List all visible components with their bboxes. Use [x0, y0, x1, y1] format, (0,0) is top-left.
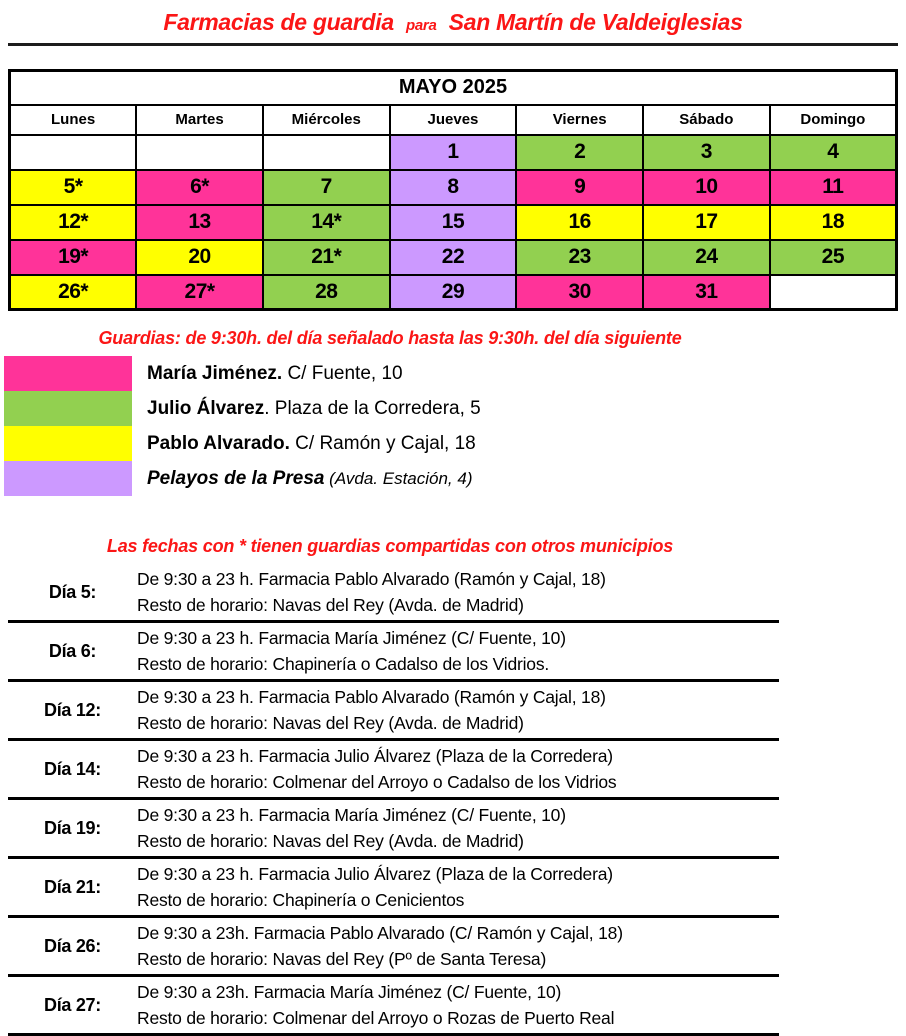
dayname-martes: Martes: [136, 105, 263, 135]
legend-row-julio: [4, 391, 906, 426]
schedule-day-label: Día 26:: [44, 935, 101, 956]
legend-label: [147, 363, 403, 385]
schedule-resto-line: Resto de horario: Colmenar del Arroyo o Rozas de Puerto Real: [137, 1008, 615, 1028]
title-divider: [8, 43, 898, 46]
day-cell-26: 26*: [10, 275, 137, 310]
guardias-hours-note: Guardias: de 9:30h. del día señalado hasta las 9:30h. del día siguiente: [98, 328, 682, 348]
schedule-daytime-line: De 9:30 a 23 h. Farmacia Pablo Alvarado (Ramón y Cajal, 18): [137, 687, 606, 707]
page-title-place: San Martín de Valdeiglesias: [448, 9, 743, 35]
color-swatch-green: [4, 391, 132, 426]
schedule-resto-line: Resto de horario: Navas del Rey (Avda. de Madrid): [137, 595, 524, 615]
pharmacy-address: . Plaza de la Corredera, 5: [264, 397, 481, 419]
day-cell-30: 30: [516, 275, 643, 310]
dayname-domingo: Domingo: [770, 105, 897, 135]
legend-row-pelayos: [4, 461, 906, 496]
pharmacy-name: Julio Álvarez: [147, 397, 265, 419]
day-cell-1: 1: [390, 135, 517, 170]
shared-guard-schedule: [8, 564, 779, 1036]
color-swatch-yellow: [4, 426, 132, 461]
schedule-resto-line: Resto de horario: Colmenar del Arroyo o Cadalso de los Vidrios: [137, 772, 617, 792]
calendar-week-row: [10, 275, 897, 310]
legend-label: [147, 398, 481, 420]
schedule-details: [137, 684, 779, 736]
schedule-daytime-line: De 9:30 a 23 h. Farmacia Julio Álvarez (Plaza de la Corredera): [137, 746, 613, 766]
color-swatch-purple: [4, 461, 132, 496]
day-cell-24: 24: [643, 240, 770, 275]
day-cell-9: 9: [516, 170, 643, 205]
pharmacy-address: C/ Ramón y Cajal, 18: [289, 432, 476, 454]
schedule-block-dia-27: [8, 977, 779, 1036]
schedule-block-dia-19: [8, 800, 779, 859]
pharmacy-address: (Avda. Estación, 4): [324, 468, 473, 488]
day-cell-17: 17: [643, 205, 770, 240]
schedule-details: [137, 861, 779, 913]
schedule-daytime-line: De 9:30 a 23h. Farmacia Pablo Alvarado (C/ Ramón y Cajal, 18): [137, 923, 623, 943]
schedule-daytime-line: De 9:30 a 23 h. Farmacia María Jiménez (C/ Fuente, 10): [137, 805, 566, 825]
day-cell-29: 29: [390, 275, 517, 310]
day-cell-12: 12*: [10, 205, 137, 240]
schedule-block-dia-14: [8, 741, 779, 800]
day-cell-8: 8: [390, 170, 517, 205]
day-cell-empty: [136, 135, 263, 170]
day-cell-10: 10: [643, 170, 770, 205]
schedule-daytime-line: De 9:30 a 23 h. Farmacia Julio Álvarez (Plaza de la Corredera): [137, 864, 613, 884]
schedule-day-label: Día 12:: [44, 699, 101, 720]
schedule-details: [137, 979, 779, 1031]
legend-label: [147, 433, 476, 455]
schedule-day-label: Día 6:: [48, 640, 97, 661]
day-cell-7: 7: [263, 170, 390, 205]
calendar-week-row: [10, 205, 897, 240]
day-cell-empty: [263, 135, 390, 170]
schedule-block-dia-5: [8, 564, 779, 623]
calendar-week-row: [10, 240, 897, 275]
calendar-month-title: MAYO 2025: [10, 71, 897, 105]
page-title-connector: para: [406, 17, 437, 34]
dayname-miercoles: Miércoles: [263, 105, 390, 135]
schedule-day-label: Día 19:: [44, 817, 101, 838]
schedule-day-label: Día 14:: [44, 758, 101, 779]
day-cell-3: 3: [643, 135, 770, 170]
pharmacy-name: Pelayos de la Presa: [147, 467, 325, 489]
schedule-block-dia-26: [8, 918, 779, 977]
day-cell-5: 5*: [10, 170, 137, 205]
schedule-details: [137, 920, 779, 972]
schedule-resto-line: Resto de horario: Chapinería o Cenicientos: [137, 890, 465, 910]
day-cell-19: 19*: [10, 240, 137, 275]
dayname-lunes: Lunes: [10, 105, 137, 135]
guard-calendar-table: [8, 69, 898, 311]
calendar-dayname-row: [10, 105, 897, 135]
day-cell-6: 6*: [136, 170, 263, 205]
schedule-daytime-line: De 9:30 a 23 h. Farmacia Pablo Alvarado (Ramón y Cajal, 18): [137, 569, 606, 589]
day-cell-23: 23: [516, 240, 643, 275]
schedule-details: [137, 566, 779, 618]
day-cell-20: 20: [136, 240, 263, 275]
color-swatch-pink: [4, 356, 132, 391]
legend-label: [147, 468, 473, 490]
pharmacy-address: C/ Fuente, 10: [282, 362, 403, 384]
day-cell-14: 14*: [263, 205, 390, 240]
legend-row-pablo: [4, 426, 906, 461]
day-cell-22: 22: [390, 240, 517, 275]
schedule-daytime-line: De 9:30 a 23 h. Farmacia María Jiménez (C/ Fuente, 10): [137, 628, 566, 648]
day-cell-15: 15: [390, 205, 517, 240]
schedule-details: [137, 743, 779, 795]
day-cell-empty: [10, 135, 137, 170]
schedule-day-label: Día 21:: [44, 876, 101, 897]
day-cell-28: 28: [263, 275, 390, 310]
schedule-block-dia-12: [8, 682, 779, 741]
schedule-details: [137, 802, 779, 854]
schedule-block-dia-6: [8, 623, 779, 682]
day-cell-13: 13: [136, 205, 263, 240]
dayname-jueves: Jueves: [390, 105, 517, 135]
day-cell-empty: [770, 275, 897, 310]
schedule-details: [137, 625, 779, 677]
calendar-week-row: [10, 170, 897, 205]
day-cell-27: 27*: [136, 275, 263, 310]
day-cell-16: 16: [516, 205, 643, 240]
calendar-week-row: [10, 135, 897, 170]
day-cell-18: 18: [770, 205, 897, 240]
schedule-day-label: Día 5:: [48, 581, 97, 602]
schedule-resto-line: Resto de horario: Chapinería o Cadalso de los Vidrios.: [137, 654, 550, 674]
schedule-resto-line: Resto de horario: Navas del Rey (Avda. de Madrid): [137, 713, 524, 733]
schedule-daytime-line: De 9:30 a 23h. Farmacia María Jiménez (C/ Fuente, 10): [137, 982, 562, 1002]
schedule-resto-line: Resto de horario: Navas del Rey (Pº de Santa Teresa): [137, 949, 547, 969]
pharmacy-name: Pablo Alvarado.: [147, 432, 290, 454]
legend-row-maria: [4, 356, 906, 391]
dayname-sabado: Sábado: [643, 105, 770, 135]
schedule-block-dia-21: [8, 859, 779, 918]
page-title-main: Farmacias de guardia: [163, 9, 394, 35]
dayname-viernes: Viernes: [516, 105, 643, 135]
day-cell-4: 4: [770, 135, 897, 170]
page-title: [0, 9, 906, 36]
pharmacy-color-legend: [4, 356, 906, 496]
calendar-title-row: [10, 71, 897, 105]
shared-guards-note: Las fechas con * tienen guardias compartidas con otros municipios: [106, 536, 674, 556]
day-cell-31: 31: [643, 275, 770, 310]
pharmacy-name: María Jiménez.: [147, 362, 283, 384]
day-cell-21: 21*: [263, 240, 390, 275]
schedule-resto-line: Resto de horario: Navas del Rey (Avda. de Madrid): [137, 831, 524, 851]
day-cell-2: 2: [516, 135, 643, 170]
day-cell-25: 25: [770, 240, 897, 275]
day-cell-11: 11: [770, 170, 897, 205]
schedule-day-label: Día 27:: [44, 994, 101, 1015]
